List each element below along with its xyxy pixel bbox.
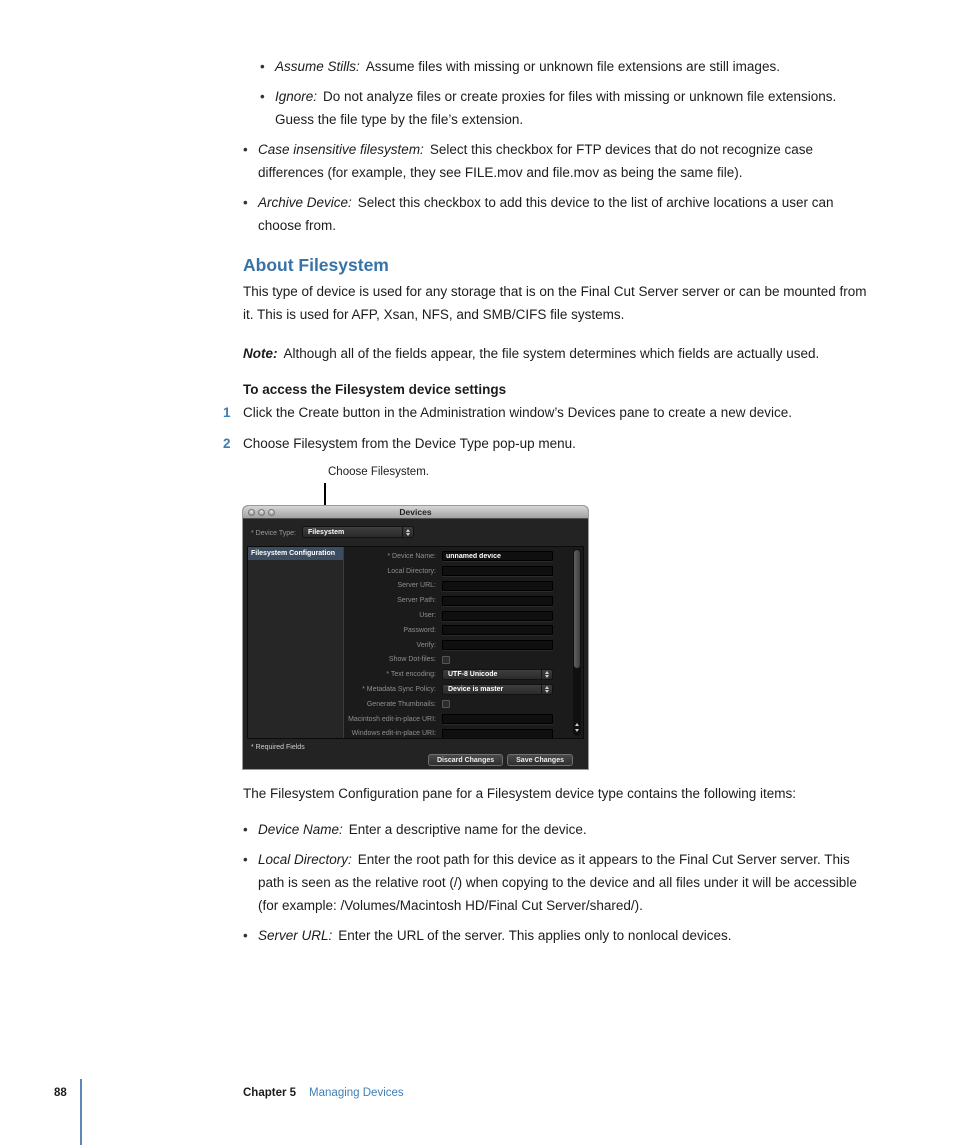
form-row <box>345 593 571 608</box>
metadata-sync-policy-popup[interactable]: Device is master <box>442 684 553 695</box>
macintosh-edit-in-place-uri-field[interactable] <box>442 714 553 724</box>
show-dot-files-checkbox[interactable] <box>442 656 450 664</box>
footer-chapter <box>243 1086 404 1100</box>
page-content <box>223 55 875 954</box>
list-item-text: Archive Device: Select this checkbox to add this device to the list of archive locations a user can choose from. <box>258 195 834 233</box>
required-fields-note: * Required Fields <box>251 744 305 751</box>
field-label: Password: <box>403 626 436 634</box>
form-row <box>345 697 571 712</box>
step-number: 1 <box>223 405 231 420</box>
scroll-up-icon[interactable] <box>575 723 579 726</box>
list-item <box>243 924 875 947</box>
form-row <box>345 564 571 579</box>
device-type-popup[interactable]: Filesystem <box>302 526 414 538</box>
scroll-down-icon[interactable] <box>575 729 579 732</box>
field-label: * Text encoding: <box>386 671 436 679</box>
discard-changes-button[interactable]: Discard Changes <box>428 754 503 766</box>
list-item <box>243 818 875 841</box>
bullet-marker: • <box>243 822 248 837</box>
form-row <box>345 623 571 638</box>
dialog-buttons <box>428 754 573 766</box>
field-label: Local Directory: <box>387 567 436 575</box>
verify-field[interactable] <box>442 640 553 650</box>
list-item <box>243 138 875 184</box>
field-label: * Device Name: <box>387 552 436 560</box>
step-item <box>223 401 875 424</box>
step-item <box>223 432 875 455</box>
field-label: Windows edit-in-place URI: <box>351 730 436 738</box>
sidebar-item-filesystem-configuration[interactable]: Filesystem Configuration <box>248 547 343 560</box>
form-row <box>345 608 571 623</box>
zoom-icon[interactable] <box>268 509 275 516</box>
minimize-icon[interactable] <box>258 509 265 516</box>
form-row <box>345 682 571 697</box>
field-label: Server URL: <box>397 582 436 590</box>
window-titlebar[interactable] <box>243 506 588 519</box>
list-item-text: Device Name: Enter a descriptive name for the device. <box>258 822 587 837</box>
form-row <box>345 667 571 682</box>
scrollbar[interactable] <box>573 549 581 736</box>
config-sidebar <box>248 547 344 738</box>
task-heading: To access the Filesystem device settings <box>243 382 507 397</box>
field-label: Macintosh edit-in-place URI: <box>348 715 436 723</box>
field-label: Show Dot-files: <box>388 656 436 664</box>
callout-label: Choose Filesystem. <box>328 466 429 478</box>
step-text: Choose Filesystem from the Device Type pop-up menu. <box>243 436 576 451</box>
server-path-field[interactable] <box>442 596 553 606</box>
device-type-label: * Device Type: <box>251 530 297 537</box>
window-controls <box>248 509 275 516</box>
save-changes-button[interactable]: Save Changes <box>507 754 573 766</box>
up-down-stepper-icon <box>541 670 552 679</box>
scrollbar-thumb[interactable] <box>574 550 580 668</box>
after-figure-paragraph: The Filesystem Configuration pane for a Filesystem device type contains the following items: <box>243 786 797 801</box>
window-body <box>243 519 588 769</box>
close-icon[interactable] <box>248 509 255 516</box>
form-row <box>345 579 571 594</box>
form-row <box>345 549 571 564</box>
configuration-pane <box>247 546 584 739</box>
up-down-stepper-icon <box>402 527 413 537</box>
bullet-marker: • <box>260 89 265 104</box>
list-item-text: Assume Stills: Assume files with missing or unknown file extensions are still images. <box>275 59 780 74</box>
field-label: * Metadata Sync Policy: <box>362 686 436 694</box>
bullet-marker: • <box>243 928 248 943</box>
text-encoding-popup[interactable]: UTF-8 Unicode <box>442 669 553 680</box>
server-url-field[interactable] <box>442 581 553 591</box>
page-number: 88 <box>54 1087 67 1099</box>
section-intro: This type of device is used for any storage that is on the Final Cut Server server or can be mounted from it. This is used for AFP, Xsan, NFS, and SMB/CIFS file systems. <box>243 284 867 322</box>
bullet-marker: • <box>243 852 248 867</box>
device-name-field[interactable] <box>442 551 553 561</box>
bullet-marker: • <box>260 59 265 74</box>
generate-thumbnails-checkbox[interactable] <box>442 700 450 708</box>
form-rows <box>345 549 571 739</box>
list-item <box>243 191 875 237</box>
list-item <box>243 55 875 78</box>
list-item <box>243 848 875 917</box>
devices-window <box>243 506 588 769</box>
list-item-text: Server URL: Enter the URL of the server. This applies only to nonlocal devices. <box>258 928 732 943</box>
bullet-marker: • <box>243 142 248 157</box>
field-label: Verify: <box>416 641 436 649</box>
form-row <box>345 727 571 739</box>
list-item-text: Case insensitive filesystem: Select this checkbox for FTP devices that do not recognize case differences (for example, they see FILE.mov and file.mov as being the same file). <box>258 142 814 180</box>
note-label: Note: <box>243 346 278 361</box>
list-item-text: Ignore: Do not analyze files or create proxies for files with missing or unknown file extensions. Guess the file type by the file’s extension. <box>275 89 837 127</box>
form-row <box>345 638 571 653</box>
scrollbar-arrows <box>573 718 581 736</box>
windows-edit-in-place-uri-field[interactable] <box>442 729 553 739</box>
local-directory-field[interactable] <box>442 566 553 576</box>
step-text: Click the Create button in the Administration window’s Devices pane to create a new device. <box>243 405 793 420</box>
step-number: 2 <box>223 436 231 451</box>
list-item-text: Local Directory: Enter the root path for this device as it appears to the Final Cut Server server. This path is seen as the relative root (/) when copying to the device and all files under it will be accessible (for example: /Volumes/Macintosh HD/Final Cut Server/shared/). <box>258 852 857 913</box>
field-label: Generate Thumbnails: <box>366 700 436 708</box>
list-item <box>243 85 875 131</box>
chapter-title-link[interactable]: Managing Devices <box>309 1087 404 1099</box>
form-row <box>345 653 571 668</box>
section-heading: About Filesystem <box>243 255 389 275</box>
footer-rule <box>80 1079 82 1145</box>
form-row <box>345 712 571 727</box>
field-label: User: <box>419 612 436 620</box>
field-label: Server Path: <box>397 597 436 605</box>
password-field[interactable] <box>442 625 553 635</box>
figure <box>243 466 875 771</box>
user-field[interactable] <box>442 611 553 621</box>
window-title: Devices <box>399 506 432 517</box>
chapter-label: Chapter 5 <box>243 1087 297 1099</box>
note-paragraph: Note: Although all of the fields appear, the file system determines which fields are actually used. <box>243 346 820 361</box>
up-down-stepper-icon <box>541 685 552 694</box>
bullet-marker: • <box>243 195 248 210</box>
